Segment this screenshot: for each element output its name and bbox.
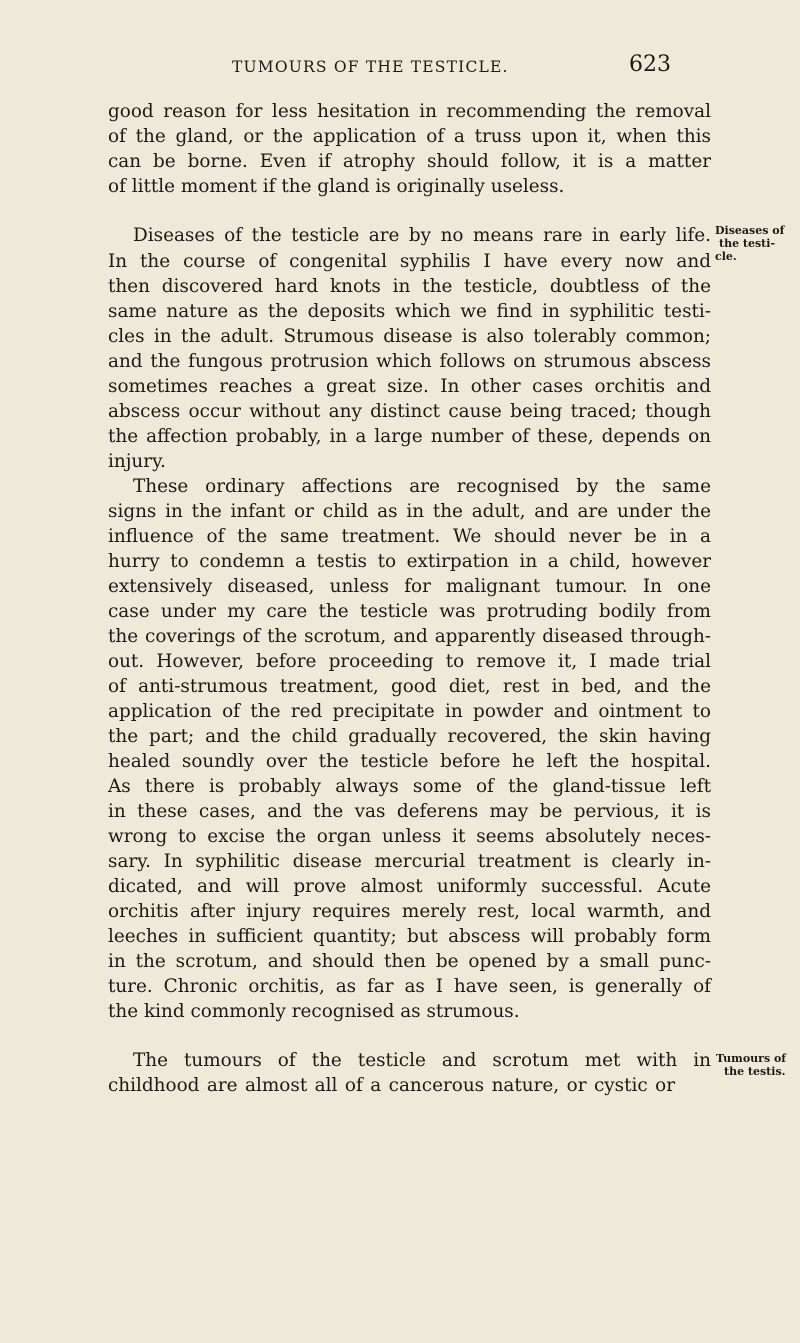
text-line: ture. Chronic orchitis, as far as I have seen, is generally of xyxy=(108,976,711,997)
margin-note-line: Tumours of xyxy=(716,1052,787,1065)
text-line: of little moment if the gland is originally useless. xyxy=(108,176,565,197)
text-line: can be borne. Even if atrophy should follow, it is a matter xyxy=(108,151,711,172)
text-line: The tumours of the testicle and scrotum met with in xyxy=(133,1050,711,1071)
text-line: the coverings of the scrotum, and apparently diseased through- xyxy=(108,626,711,647)
margin-note-line: cle. xyxy=(715,250,737,263)
text-line: In the course of congenital syphilis I have every now and xyxy=(108,251,711,272)
margin-note-diseases xyxy=(715,224,784,263)
text-line: then discovered hard knots in the testicle, doubtless of the xyxy=(108,276,711,297)
margin-note-tumours xyxy=(716,1052,786,1078)
text-line: dicated, and will prove almost uniformly successful. Acute xyxy=(108,876,711,897)
text-line: in these cases, and the vas deferens may be pervious, it is xyxy=(108,801,711,822)
margin-note-line: the testis. xyxy=(724,1065,786,1078)
running-title: TUMOURS OF THE TESTICLE. xyxy=(232,58,509,76)
text-line: As there is probably always some of the gland-tissue left xyxy=(108,776,711,797)
text-line: the kind commonly recognised as strumous. xyxy=(108,1001,520,1022)
text-line: in the scrotum, and should then be opened by a small punc- xyxy=(108,951,711,972)
text-line: These ordinary affections are recognised by the same xyxy=(133,476,711,497)
text-line: healed soundly over the testicle before he left the hospital. xyxy=(108,751,711,772)
margin-note-line: Diseases of xyxy=(715,224,785,237)
text-line: injury. xyxy=(108,451,166,472)
text-line: Diseases of the testicle are by no means rare in early life. xyxy=(133,225,711,246)
text-line: leeches in sufficient quantity; but abscess will probably form xyxy=(108,926,711,947)
text-line: abscess occur without any distinct cause being traced; though xyxy=(108,401,711,422)
text-line: sometimes reaches a great size. In other cases orchitis and xyxy=(108,376,711,397)
text-line: childhood are almost all of a cancerous nature, or cystic or xyxy=(108,1075,675,1096)
text-line: cles in the adult. Strumous disease is also tolerably common; xyxy=(108,326,711,347)
text-line: extensively diseased, unless for malignant tumour. In one xyxy=(108,576,711,597)
text-line: hurry to condemn a testis to extirpation in a child, however xyxy=(108,551,711,572)
page-number: 623 xyxy=(629,52,671,77)
text-line: sary. In syphilitic disease mercurial treatment is clearly in- xyxy=(108,851,711,872)
text-line: the part; and the child gradually recovered, the skin having xyxy=(108,726,711,747)
text-line: application of the red precipitate in powder and ointment to xyxy=(108,701,711,722)
text-line: good reason for less hesitation in recommending the removal xyxy=(108,101,711,122)
text-line: orchitis after injury requires merely rest, local warmth, and xyxy=(108,901,711,922)
text-line: case under my care the testicle was protruding bodily from xyxy=(108,601,711,622)
text-line: wrong to excise the organ unless it seems absolutely neces- xyxy=(108,826,711,847)
text-line: and the fungous protrusion which follows on strumous abscess xyxy=(108,351,711,372)
text-line: of the gland, or the application of a truss upon it, when this xyxy=(108,126,711,147)
text-line: of anti-strumous treatment, good diet, rest in bed, and the xyxy=(108,676,711,697)
margin-note-line: the testi- xyxy=(719,237,776,250)
text-line: influence of the same treatment. We should never be in a xyxy=(108,526,711,547)
text-line: out. However, before proceeding to remove it, I made trial xyxy=(108,651,711,672)
text-line: the affection probably, in a large number of these, depends on xyxy=(108,426,711,447)
text-line: same nature as the deposits which we find in syphilitic testi- xyxy=(108,301,711,322)
text-line: signs in the infant or child as in the adult, and are under the xyxy=(108,501,711,522)
